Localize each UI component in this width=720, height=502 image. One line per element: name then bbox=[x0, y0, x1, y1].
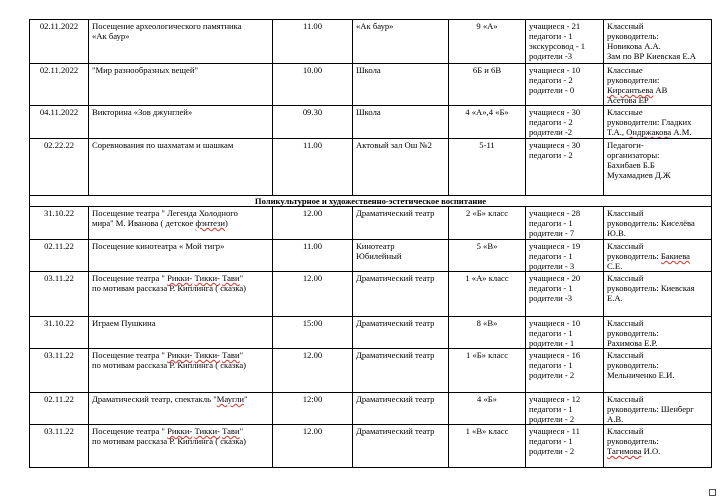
place-line: Драматический театр bbox=[356, 350, 435, 360]
organizer-line: С.Е. bbox=[607, 261, 623, 271]
place-line: Школа bbox=[356, 65, 381, 75]
organizer-line: руководитель: bbox=[607, 436, 659, 446]
members-line: экскурсовод - 1 bbox=[529, 41, 586, 51]
members-line: педагоги - 1 bbox=[529, 360, 573, 370]
event-cell bbox=[89, 425, 273, 468]
organizer-cell bbox=[604, 64, 712, 106]
members-line: родители -2 bbox=[529, 127, 573, 137]
table-row bbox=[30, 349, 712, 393]
time-cell: 11.00 bbox=[273, 139, 353, 196]
members-line: педагоги - 2 bbox=[529, 117, 573, 127]
organizer-cell bbox=[604, 106, 712, 139]
members-cell bbox=[526, 106, 604, 139]
place-cell bbox=[353, 207, 449, 240]
table-row bbox=[30, 20, 712, 64]
place-line: Кинотеатр bbox=[356, 241, 395, 251]
class-cell: 1 «А» класс bbox=[449, 272, 526, 317]
organizer-line: Мельниченко Е.И. bbox=[607, 370, 675, 380]
organizer-line: Классный bbox=[607, 394, 644, 404]
time-cell: 12.00 bbox=[273, 272, 353, 317]
date-cell: 02.11.2022 bbox=[30, 20, 89, 64]
class-cell: 6Б и 6В bbox=[449, 64, 526, 106]
place-cell bbox=[353, 425, 449, 468]
organizer-line: Классные bbox=[607, 65, 643, 75]
class-cell: 5-11 bbox=[449, 139, 526, 196]
event-cell bbox=[89, 106, 273, 139]
event-line: Посещение театра " Рикки- Тикки- Тави" bbox=[92, 273, 244, 283]
organizer-line: руководитель: bbox=[607, 328, 659, 338]
members-line: педагоги - 1 bbox=[529, 436, 573, 446]
event-cell bbox=[89, 64, 273, 106]
date-cell: 02.11.22 bbox=[30, 240, 89, 272]
place-line: Драматический театр bbox=[356, 318, 435, 328]
members-line: родители - 1 bbox=[529, 338, 575, 348]
members-cell bbox=[526, 349, 604, 393]
place-line: «Ак баур» bbox=[356, 21, 394, 31]
event-line: Посещение археологического памятника bbox=[92, 21, 242, 31]
place-cell bbox=[353, 240, 449, 272]
organizer-line: руководитель: bbox=[607, 31, 659, 41]
time-cell: 10.00 bbox=[273, 64, 353, 106]
members-line: учащиеся - 30 bbox=[529, 107, 581, 117]
event-cell bbox=[89, 240, 273, 272]
date-cell: 04.11.2022 bbox=[30, 106, 89, 139]
organizer-line: руководитель: Шенберг bbox=[607, 404, 694, 414]
members-line: учащиеся - 10 bbox=[529, 318, 581, 328]
members-line: учащиеся - 19 bbox=[529, 241, 581, 251]
place-line: Драматический театр bbox=[356, 208, 435, 218]
members-line: педагоги - 1 bbox=[529, 31, 573, 41]
organizer-line: Классный bbox=[607, 318, 644, 328]
event-line: "Мир разнообразных вещей" bbox=[92, 65, 198, 75]
table-row bbox=[30, 317, 712, 349]
organizer-line: Ю.В. bbox=[607, 228, 626, 238]
members-cell bbox=[526, 317, 604, 349]
event-line: мира" М. Иванова ( детское фэнтези) bbox=[92, 218, 228, 228]
events-table bbox=[29, 19, 712, 468]
place-cell bbox=[353, 272, 449, 317]
table-row bbox=[30, 64, 712, 106]
organizer-line: Классные bbox=[607, 107, 643, 117]
section-title: Поликультурное и художественно-эстетическое воспитание bbox=[30, 196, 712, 207]
members-line: педагоги - 1 bbox=[529, 328, 573, 338]
place-cell bbox=[353, 139, 449, 196]
organizer-line: Классный bbox=[607, 21, 644, 31]
organizer-line: Классный bbox=[607, 273, 644, 283]
date-cell: 02.22.22 bbox=[30, 139, 89, 196]
place-line: Школа bbox=[356, 107, 381, 117]
organizer-line: Классный bbox=[607, 208, 644, 218]
time-cell: 12.00 bbox=[273, 425, 353, 468]
members-line: педагоги - 1 bbox=[529, 283, 573, 293]
date-cell: 03.11.22 bbox=[30, 425, 89, 468]
table-resize-handle[interactable] bbox=[709, 489, 716, 496]
date-cell: 31.10.22 bbox=[30, 207, 89, 240]
place-cell bbox=[353, 64, 449, 106]
place-cell bbox=[353, 317, 449, 349]
organizer-line: Е.А. bbox=[607, 293, 623, 303]
table-row bbox=[30, 106, 712, 139]
members-cell bbox=[526, 20, 604, 64]
events-table-body bbox=[30, 20, 712, 468]
organizer-line: Т.А., Ондржакова А.М. bbox=[607, 127, 692, 137]
organizer-line: организаторы: bbox=[607, 150, 660, 160]
organizer-line: Новикова А.А. bbox=[607, 41, 661, 51]
members-cell bbox=[526, 207, 604, 240]
organizer-line: Рахимова Е.Р. bbox=[607, 338, 658, 348]
members-line: педагоги - 1 bbox=[529, 251, 573, 261]
event-line: по мотивам рассказа Р. Киплинга ( сказка) bbox=[92, 283, 247, 293]
event-cell bbox=[89, 20, 273, 64]
members-line: педагоги - 2 bbox=[529, 150, 573, 160]
organizer-line: Классный bbox=[607, 241, 644, 251]
members-line: педагоги - 1 bbox=[529, 404, 573, 414]
organizer-cell bbox=[604, 240, 712, 272]
event-cell bbox=[89, 317, 273, 349]
organizer-line: Классный bbox=[607, 426, 644, 436]
class-cell: 4 «Б» bbox=[449, 393, 526, 425]
members-line: учащиеся - 12 bbox=[529, 394, 581, 404]
members-line: учащиеся - 28 bbox=[529, 208, 581, 218]
organizer-line: Зам по ВР Киевская Е.А bbox=[607, 51, 696, 61]
place-line: Драматический театр bbox=[356, 426, 435, 436]
event-cell bbox=[89, 393, 273, 425]
table-row bbox=[30, 272, 712, 317]
date-cell: 02.11.2022 bbox=[30, 64, 89, 106]
members-cell bbox=[526, 272, 604, 317]
date-cell: 03.11.22 bbox=[30, 349, 89, 393]
members-line: родители -3 bbox=[529, 51, 573, 61]
event-line: по мотивам рассказа Р. Киплинга ( сказка) bbox=[92, 360, 247, 370]
event-line: Посещение кинотеатра « Мой тигр» bbox=[92, 241, 225, 251]
place-cell bbox=[353, 349, 449, 393]
members-line: учащиеся - 21 bbox=[529, 21, 581, 31]
date-cell: 03.11.22 bbox=[30, 272, 89, 317]
event-line: Посещение театра " Рикки- Тикки- Тави" bbox=[92, 426, 244, 436]
members-line: учащиеся - 20 bbox=[529, 273, 581, 283]
class-cell: 1 «В» класс bbox=[449, 425, 526, 468]
place-cell bbox=[353, 20, 449, 64]
table-row bbox=[30, 425, 712, 468]
members-line: родители - 2 bbox=[529, 446, 575, 456]
event-line: «Ак баур» bbox=[92, 31, 130, 41]
members-line: родители - 2 bbox=[529, 370, 575, 380]
time-cell: 11.00 bbox=[273, 240, 353, 272]
organizer-line: руководители: bbox=[607, 75, 660, 85]
event-line: Соревнования по шахматам и шашкам bbox=[92, 140, 234, 150]
table-row bbox=[30, 139, 712, 196]
members-line: учащиеся - 16 bbox=[529, 350, 581, 360]
members-line: родители -3 bbox=[529, 293, 573, 303]
event-line: Викторина «Зов джунглей» bbox=[92, 107, 193, 117]
members-line: педагоги - 1 bbox=[529, 218, 573, 228]
members-line: родители - 2 bbox=[529, 414, 575, 424]
place-line: Драматический театр bbox=[356, 273, 435, 283]
time-cell: 12.00 bbox=[273, 207, 353, 240]
class-cell: 8 «В» bbox=[449, 317, 526, 349]
organizer-cell bbox=[604, 317, 712, 349]
event-line: по мотивам рассказа Р. Киплинга ( сказка) bbox=[92, 436, 247, 446]
members-cell bbox=[526, 64, 604, 106]
events-table-container bbox=[29, 19, 711, 468]
organizer-cell bbox=[604, 393, 712, 425]
section-header-row bbox=[30, 196, 712, 207]
table-row bbox=[30, 393, 712, 425]
event-cell bbox=[89, 349, 273, 393]
members-cell bbox=[526, 393, 604, 425]
organizer-line: Классный bbox=[607, 350, 644, 360]
date-cell: 31.10.22 bbox=[30, 317, 89, 349]
table-row bbox=[30, 240, 712, 272]
organizer-line: руководитель: Киевская bbox=[607, 283, 695, 293]
time-cell: 09.30 bbox=[273, 106, 353, 139]
class-cell: 1 «Б» класс bbox=[449, 349, 526, 393]
members-line: учащиеся - 11 bbox=[529, 426, 580, 436]
organizer-line: руководитель: Киселёва bbox=[607, 218, 695, 228]
time-cell: 15:00 bbox=[273, 317, 353, 349]
event-line: Посещение театра " Рикки- Тикки- Тави" bbox=[92, 350, 244, 360]
organizer-line: А.В. bbox=[607, 414, 624, 424]
organizer-line: Мухамадиев Д.Ж bbox=[607, 170, 671, 180]
event-cell bbox=[89, 139, 273, 196]
event-cell bbox=[89, 207, 273, 240]
organizer-line: руководитель: Бакиева bbox=[607, 251, 690, 261]
time-cell: 12.00 bbox=[273, 349, 353, 393]
members-cell bbox=[526, 139, 604, 196]
members-cell bbox=[526, 240, 604, 272]
time-cell: 11.00 bbox=[273, 20, 353, 64]
organizer-line: Бахибаев Б.Б bbox=[607, 160, 655, 170]
event-line: Играем Пушкина bbox=[92, 318, 156, 328]
event-cell bbox=[89, 272, 273, 317]
organizer-cell bbox=[604, 349, 712, 393]
members-line: учащиеся - 10 bbox=[529, 65, 581, 75]
table-row bbox=[30, 207, 712, 240]
class-cell: 5 «В» bbox=[449, 240, 526, 272]
members-line: учащиеся - 30 bbox=[529, 140, 581, 150]
organizer-cell bbox=[604, 207, 712, 240]
event-line: Драматический театр, спектакль "Маугли" bbox=[92, 394, 248, 404]
members-line: педагоги - 2 bbox=[529, 75, 573, 85]
organizer-line: Педагоги- bbox=[607, 140, 644, 150]
place-cell bbox=[353, 393, 449, 425]
date-cell: 02.11.22 bbox=[30, 393, 89, 425]
organizer-line: Тагимова И.О. bbox=[607, 446, 661, 456]
members-cell bbox=[526, 425, 604, 468]
event-line: Посещение театра " Легенда Холодного bbox=[92, 208, 238, 218]
place-line: Актовый зал Ош №2 bbox=[356, 140, 432, 150]
place-line: Драматический театр bbox=[356, 394, 435, 404]
members-line: родители - 0 bbox=[529, 85, 575, 95]
members-line: родители - 7 bbox=[529, 228, 575, 238]
place-line: Юбилейный bbox=[356, 251, 402, 261]
organizer-line: Асетова ЕР bbox=[607, 95, 649, 105]
organizer-line: руководители: Гладких bbox=[607, 117, 692, 127]
place-cell bbox=[353, 106, 449, 139]
class-cell: 4 «А»,4 «Б» bbox=[449, 106, 526, 139]
organizer-cell bbox=[604, 425, 712, 468]
members-line: родители - 3 bbox=[529, 261, 575, 271]
organizer-cell bbox=[604, 20, 712, 64]
class-cell: 9 «А» bbox=[449, 20, 526, 64]
organizer-cell bbox=[604, 139, 712, 196]
class-cell: 2 «Б» класс bbox=[449, 207, 526, 240]
organizer-line: руководитель: bbox=[607, 360, 659, 370]
organizer-cell bbox=[604, 272, 712, 317]
time-cell: 12:00 bbox=[273, 393, 353, 425]
organizer-line: Кирсантьева АВ bbox=[607, 85, 668, 95]
